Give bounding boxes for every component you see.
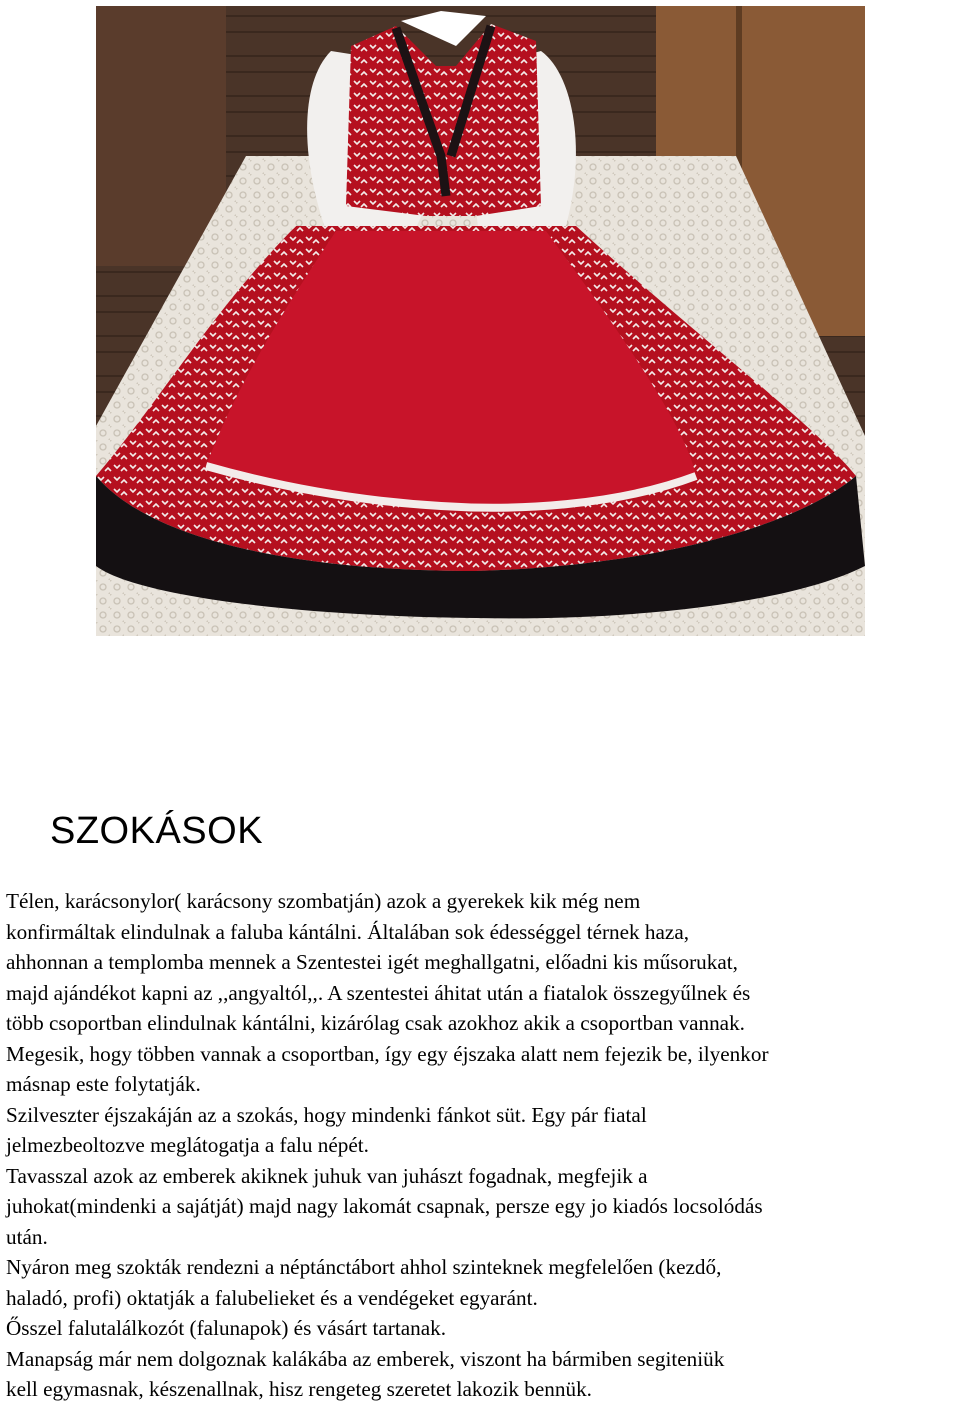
body-text: [6, 886, 960, 1405]
text-line: Télen, karácsonylor( karácsony szombatján) azok a gyerekek kik még nem: [6, 889, 641, 913]
text-line: után.: [6, 1224, 48, 1249]
text-line: juhokat(mindenki a sajátját) majd nagy lakomát csapnak, persze egy jo kiadós locsolódás: [6, 1194, 763, 1218]
text-line: Szilveszter éjszakáján az a szokás, hogy mindenki fánkot süt. Egy pár fiatal: [6, 1102, 647, 1127]
text-line: Nyáron meg szokták rendezni a néptánctábort ahhol szinteknek megfelelően (kezdő,: [6, 1255, 722, 1279]
folk-costume-photo: [96, 6, 865, 636]
text-line: Manapság már nem dolgoznak kalákába az emberek, viszont ha bármiben segiteniük: [6, 1346, 725, 1371]
page-title: SZOKÁSOK: [50, 810, 264, 852]
text-line: jelmezbeoltozve meglátogatja a falu népét.: [6, 1133, 369, 1157]
text-line: majd ajándékot kapni az ,,angyaltól,,. A szentestei áhitat után a fiatalok összegyűlnek és: [6, 980, 751, 1005]
text-line: haladó, profi) oktatják a falubelieket és a vendégeket egyaránt.: [6, 1285, 538, 1310]
text-line: Megesik, hogy többen vannak a csoportban, így egy éjszaka alatt nem fejezik be, ilyenkor: [6, 1041, 769, 1066]
text-line: több csoportban elindulnak kántálni, kizárólag csak azokhoz akik a csoportban vannak.: [6, 1011, 745, 1035]
text-line: másnap este folytatják.: [6, 1072, 201, 1096]
text-line: Tavasszal azok az emberek akiknek juhuk van juhászt fogadnak, megfejik a: [6, 1163, 648, 1188]
text-line: Ősszel falutalálkozót (falunapok) és vásárt tartanak.: [6, 1316, 447, 1340]
text-line: ahhonnan a templomba mennek a Szentestei igét meghallgatni, előadni kis műsorukat,: [6, 950, 738, 974]
text-line: konfirmáltak elindulnak a faluba kántálni. Általában sok édességgel térnek haza,: [6, 919, 690, 944]
text-line: kell egymasnak, készenallnak, hisz rengeteg szeretet lakozik bennük.: [6, 1377, 592, 1401]
